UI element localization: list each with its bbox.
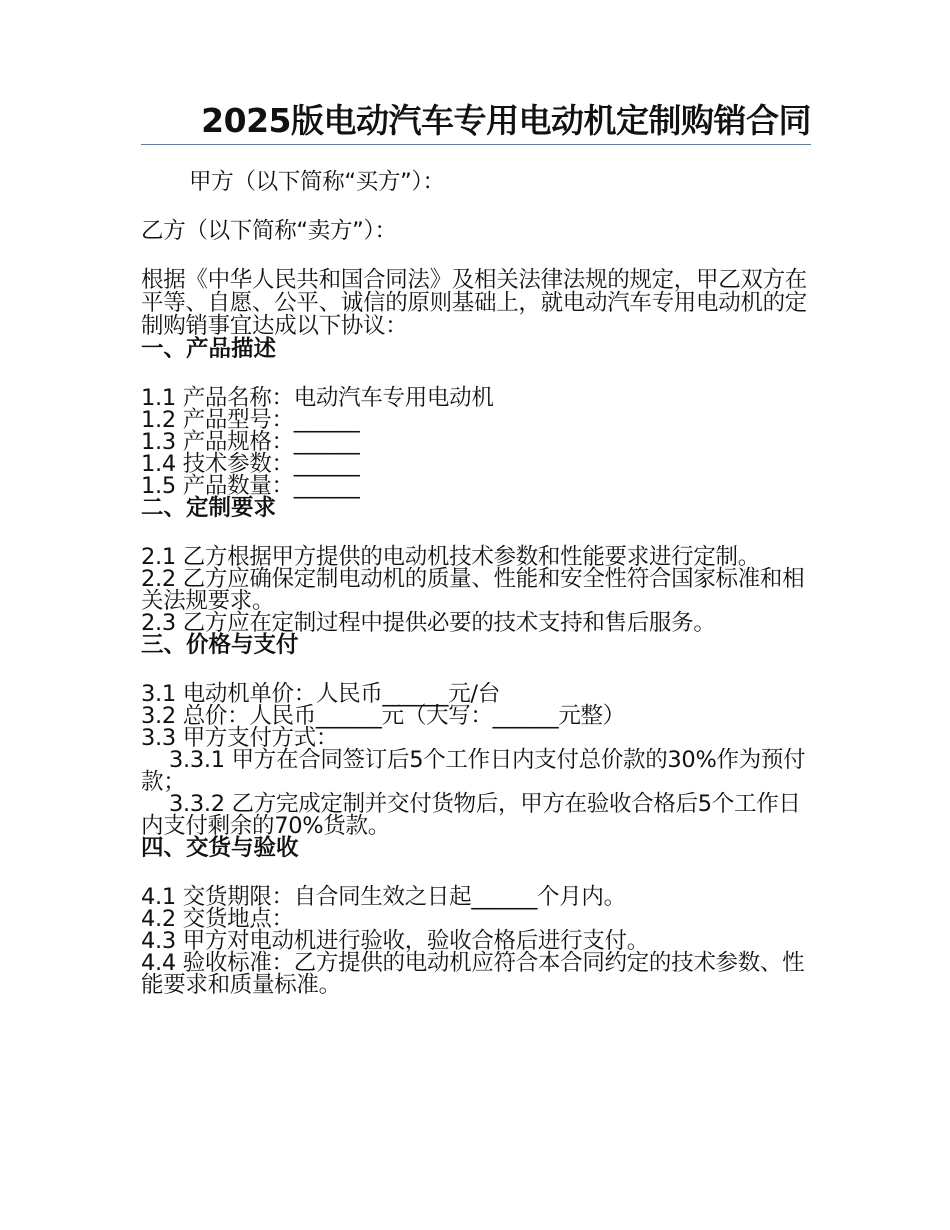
section-heading-product: 一、产品描述 (141, 336, 277, 362)
list-item: 2.3 乙方应在定制过程中提供必要的技术支持和售后服务。 (141, 610, 716, 636)
list-item: 3.3.2 乙方完成定制并交付货物后，甲方在验收合格后5个工作日内支付剩余的70%货款。 (141, 791, 801, 839)
section-heading-price: 三、价格与支付 (141, 632, 299, 658)
list-item: 3.3.1 甲方在合同签订后5个工作日内支付总价款的30%作为预付款； (141, 747, 806, 795)
list-item: 2.1 乙方根据甲方提供的电动机技术参数和性能要求进行定制。 (141, 544, 760, 570)
list-item: 1.1 产品名称：电动汽车专用电动机 (141, 385, 494, 411)
title-divider (141, 144, 811, 145)
section-list-price (141, 683, 811, 837)
section-heading-customization: 二、定制要求 (141, 495, 277, 521)
preamble-paragraph: 根据《中华人民共和国合同法》及相关法律法规的规定，甲乙双方在平等、自愿、公平、诚信的原则基础上，就电动汽车专用电动机的定制购销事宜达成以下协议： (141, 267, 808, 339)
document-title: 2025版电动汽车专用电动机定制购销合同 (201, 101, 811, 140)
list-item: 1.4 技术参数：______ (141, 451, 360, 477)
party-a-line: 甲方（以下简称“买方”）： (189, 169, 445, 195)
section-list-delivery (141, 886, 811, 996)
party-b-line: 乙方（以下简称“卖方”）： (141, 218, 397, 244)
list-item: 4.2 交货地点： (141, 906, 294, 932)
list-item: 4.4 验收标准：乙方提供的电动机应符合本合同约定的技术参数、性能要求和质量标准。 (141, 950, 805, 998)
list-item: 3.2 总价：人民币______元（大写：______元整） (141, 703, 625, 729)
list-item: 4.1 交货期限：自合同生效之日起______个月内。 (141, 884, 626, 910)
section-list-customization (141, 546, 811, 634)
list-item: 2.2 乙方应确保定制电动机的质量、性能和安全性符合国家标准和相关法规要求。 (141, 566, 805, 614)
list-item: 3.1 电动机单价：人民币______元/台 (141, 681, 500, 707)
list-item: 1.2 产品型号：______ (141, 407, 360, 433)
list-item: 4.3 甲方对电动机进行验收，验收合格后进行支付。 (141, 928, 649, 954)
list-item: 3.3 甲方支付方式： (141, 725, 339, 751)
section-list-product (141, 387, 811, 497)
section-heading-delivery: 四、交货与验收 (141, 835, 299, 861)
document-page (141, 96, 811, 996)
list-item: 1.5 产品数量：______ (141, 473, 360, 499)
list-item: 1.3 产品规格：______ (141, 429, 360, 455)
